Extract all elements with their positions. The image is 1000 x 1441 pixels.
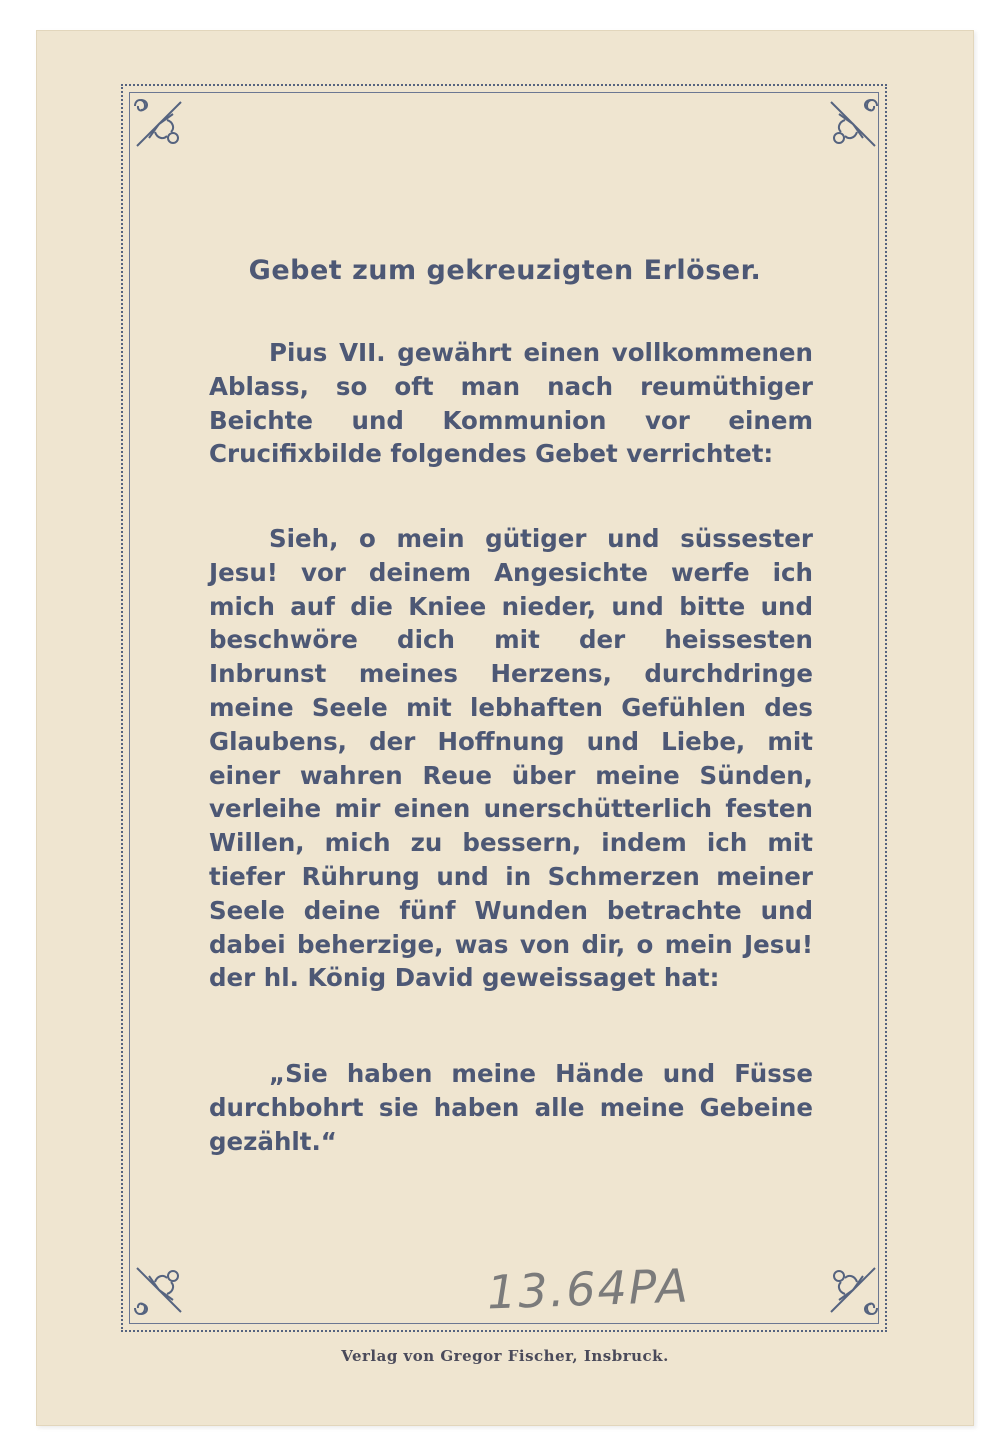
corner-ornament-icon bbox=[127, 92, 191, 156]
indulgence-paragraph: Pius VII. gewährt einen vollkommenen Ablass, so oft man nach reumüthiger Beichte und Kommunion vor einem Crucifixbilde folgendes Gebet verrichtet: bbox=[209, 338, 813, 469]
publisher-imprint: Verlag von Gregor Fischer, Insbruck. bbox=[341, 1347, 669, 1365]
corner-ornament-icon bbox=[127, 1258, 191, 1322]
prayer-title: Gebet zum gekreuzigten Erlöser. bbox=[248, 255, 762, 286]
prayer-paragraph: Sieh, o mein gütiger und süssester Jesu! vor deinem Angesichte werfe ich mich auf die Kniee nieder, und bitte und beschwöre dich mit der heissesten Inbrunst meines Herzens, durchdringe meine Seele mit lebhaften Gefühlen des Glaubens, der Hoffnung und Liebe, mit einer wahren Reue über meine Sünden, verleihe mir einen unerschütterlich festen Willen, mich zu bessern, indem ich mit tiefer Rührung und in Schmerzen meiner Seele deine fünf Wunden betrachte und dabei beherzige, was von dir, o mein Jesu! der hl. König David geweissaget hat: bbox=[209, 524, 813, 993]
corner-ornament-icon bbox=[821, 92, 885, 156]
psalm-quote-paragraph: „Sie haben meine Hände und Füsse durchbohrt sie haben alle meine Gebeine gezählt.“ bbox=[209, 1059, 813, 1156]
corner-ornament-icon bbox=[821, 1258, 885, 1322]
handwritten-note: 13.64PA bbox=[486, 1258, 691, 1320]
